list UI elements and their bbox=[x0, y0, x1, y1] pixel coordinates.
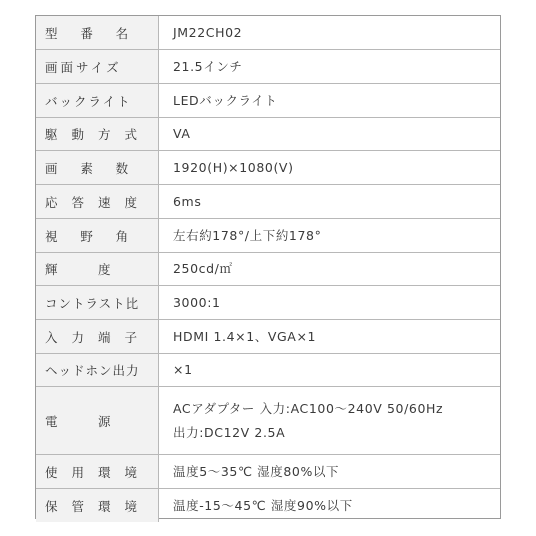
spec-label-char: 答 bbox=[71, 194, 86, 210]
spec-table bbox=[35, 15, 501, 519]
spec-label-char: 境 bbox=[124, 464, 139, 480]
spec-row-contrast bbox=[36, 286, 500, 320]
spec-label-char: 視 bbox=[45, 228, 59, 244]
spec-label-text: バックライト bbox=[45, 93, 132, 109]
spec-label bbox=[36, 84, 159, 117]
spec-label-char: 数 bbox=[115, 160, 130, 176]
spec-value bbox=[159, 118, 500, 150]
spec-label-char: 角 bbox=[115, 228, 130, 244]
spec-label bbox=[36, 16, 159, 49]
spec-row-power bbox=[36, 387, 500, 455]
spec-label bbox=[36, 320, 159, 353]
spec-label-char: 素 bbox=[80, 160, 94, 176]
spec-label-char: 名 bbox=[115, 25, 130, 41]
spec-label bbox=[36, 286, 159, 319]
spec-label-text bbox=[45, 159, 151, 177]
spec-label-text: 画面サイズ bbox=[45, 59, 122, 75]
spec-label-text bbox=[45, 260, 151, 278]
spec-label-char: 番 bbox=[80, 25, 94, 41]
spec-label bbox=[36, 50, 159, 83]
spec-label bbox=[36, 489, 159, 522]
spec-label-text: ヘッドホン出力 bbox=[45, 363, 140, 378]
spec-value-line: ACアダプター 入力:AC100～240V 50/60Hz bbox=[173, 400, 444, 416]
spec-label-char: 力 bbox=[71, 329, 86, 345]
spec-label-char: 画 bbox=[45, 160, 59, 176]
spec-value-line: 3000:1 bbox=[173, 294, 221, 310]
spec-label bbox=[36, 185, 159, 218]
spec-row-drive-type bbox=[36, 118, 500, 151]
spec-row-brightness bbox=[36, 253, 500, 286]
spec-value bbox=[159, 219, 500, 252]
spec-label bbox=[36, 219, 159, 252]
spec-label-char: 電 bbox=[45, 413, 59, 429]
spec-value-line: 温度5～35℃ 湿度80%以下 bbox=[173, 463, 340, 479]
spec-label-char: 駆 bbox=[45, 127, 59, 142]
spec-value bbox=[159, 84, 500, 117]
spec-value bbox=[159, 16, 500, 49]
spec-label-char: 動 bbox=[71, 127, 86, 142]
spec-value bbox=[159, 151, 500, 184]
spec-label-char: 応 bbox=[45, 194, 59, 210]
spec-label-text bbox=[45, 463, 151, 481]
spec-label-text bbox=[45, 412, 151, 430]
spec-row-resolution bbox=[36, 151, 500, 185]
spec-label-char: 管 bbox=[71, 498, 86, 514]
spec-label bbox=[36, 118, 159, 150]
spec-label-char: 速 bbox=[98, 194, 112, 210]
spec-row-viewing-angle bbox=[36, 219, 500, 253]
spec-label-char: 度 bbox=[124, 194, 139, 210]
spec-label-char: 度 bbox=[98, 262, 112, 277]
spec-value bbox=[159, 286, 500, 319]
spec-value-line: 1920(H)×1080(V) bbox=[173, 159, 294, 175]
spec-value bbox=[159, 320, 500, 353]
spec-label bbox=[36, 455, 159, 488]
spec-value-line: 左右約178°/上下約178° bbox=[173, 227, 322, 243]
spec-value-line: 250cd/㎡ bbox=[173, 261, 233, 276]
spec-label-char: 環 bbox=[98, 498, 112, 514]
spec-label bbox=[36, 151, 159, 184]
spec-value bbox=[159, 253, 500, 285]
spec-value-line: 21.5インチ bbox=[173, 58, 243, 74]
spec-row-headphone bbox=[36, 354, 500, 387]
spec-value-line: 出力:DC12V 2.5A bbox=[173, 424, 286, 440]
spec-label-text bbox=[45, 193, 151, 211]
spec-value-line: 温度-15～45℃ 湿度90%以下 bbox=[173, 497, 353, 513]
spec-value-line: ×1 bbox=[173, 362, 193, 377]
spec-label bbox=[36, 253, 159, 285]
spec-label bbox=[36, 387, 159, 454]
spec-label-char: 用 bbox=[71, 464, 86, 480]
spec-value bbox=[159, 354, 500, 386]
spec-label-char: 境 bbox=[124, 498, 139, 514]
spec-value-line: VA bbox=[173, 126, 191, 141]
spec-label-char: 輝 bbox=[45, 262, 59, 277]
spec-row-operating-env bbox=[36, 455, 500, 489]
spec-value bbox=[159, 387, 500, 454]
spec-label-char: 使 bbox=[45, 464, 59, 480]
spec-label-char: 型 bbox=[45, 25, 59, 41]
spec-value-line: 6ms bbox=[173, 193, 202, 209]
spec-label-text bbox=[45, 497, 151, 515]
spec-label-char: 環 bbox=[98, 464, 112, 480]
spec-label bbox=[36, 354, 159, 386]
spec-label-char: 野 bbox=[80, 228, 94, 244]
spec-row-response-time bbox=[36, 185, 500, 219]
spec-value bbox=[159, 489, 500, 522]
spec-label-char: 保 bbox=[45, 498, 59, 514]
spec-label-text: コントラスト比 bbox=[45, 295, 140, 311]
spec-label-char: 端 bbox=[98, 329, 112, 345]
spec-value bbox=[159, 185, 500, 218]
spec-row-screen-size bbox=[36, 50, 500, 84]
spec-label-text bbox=[45, 24, 151, 42]
spec-label-text bbox=[45, 227, 151, 245]
spec-value-line: HDMI 1.4×1、VGA×1 bbox=[173, 328, 317, 344]
spec-row-storage-env bbox=[36, 489, 500, 522]
spec-value bbox=[159, 50, 500, 83]
spec-label-char: 方 bbox=[98, 127, 112, 142]
spec-label-text bbox=[45, 328, 151, 346]
spec-value-line: LEDバックライト bbox=[173, 92, 278, 108]
spec-label-char: 入 bbox=[45, 329, 59, 345]
spec-row-backlight bbox=[36, 84, 500, 118]
spec-label-char: 源 bbox=[98, 413, 112, 429]
spec-value-line: JM22CH02 bbox=[173, 24, 243, 40]
spec-label-text bbox=[45, 125, 151, 143]
spec-value bbox=[159, 455, 500, 488]
spec-row-input-ports bbox=[36, 320, 500, 354]
spec-row-model bbox=[36, 16, 500, 50]
spec-label-char: 式 bbox=[124, 127, 139, 142]
spec-label-char: 子 bbox=[124, 329, 139, 345]
